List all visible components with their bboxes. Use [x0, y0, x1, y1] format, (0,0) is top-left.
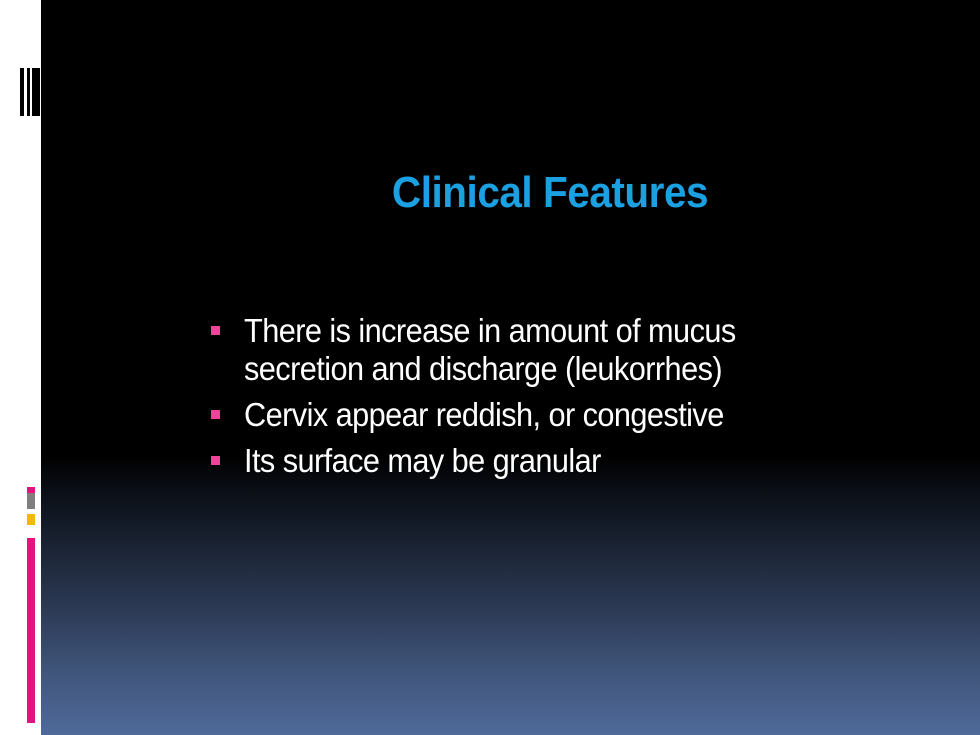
- bullet-item: [205, 312, 905, 388]
- bullet-list: [205, 312, 905, 488]
- accent-bar-gray: [27, 493, 35, 509]
- decorative-accent-bars: [27, 487, 35, 723]
- decorative-bar: [32, 68, 40, 116]
- square-bullet-icon: [211, 456, 220, 465]
- slide-title: Clinical Features: [391, 168, 709, 217]
- decorative-bar: [20, 68, 24, 116]
- square-bullet-icon: [211, 326, 220, 335]
- bullet-text: There is increase in amount of mucus secretion and discharge (leukorrhes): [244, 312, 736, 387]
- decorative-bar: [27, 68, 30, 116]
- accent-bar-yellow: [27, 514, 35, 525]
- bullet-text: Cervix appear reddish, or congestive: [244, 396, 724, 433]
- square-bullet-icon: [211, 410, 220, 419]
- bullet-text: Its surface may be granular: [244, 442, 601, 479]
- accent-bar-pink: [27, 538, 35, 723]
- decorative-bars-top: [20, 68, 40, 116]
- bullet-item: [205, 396, 905, 434]
- bullet-item: [205, 442, 905, 480]
